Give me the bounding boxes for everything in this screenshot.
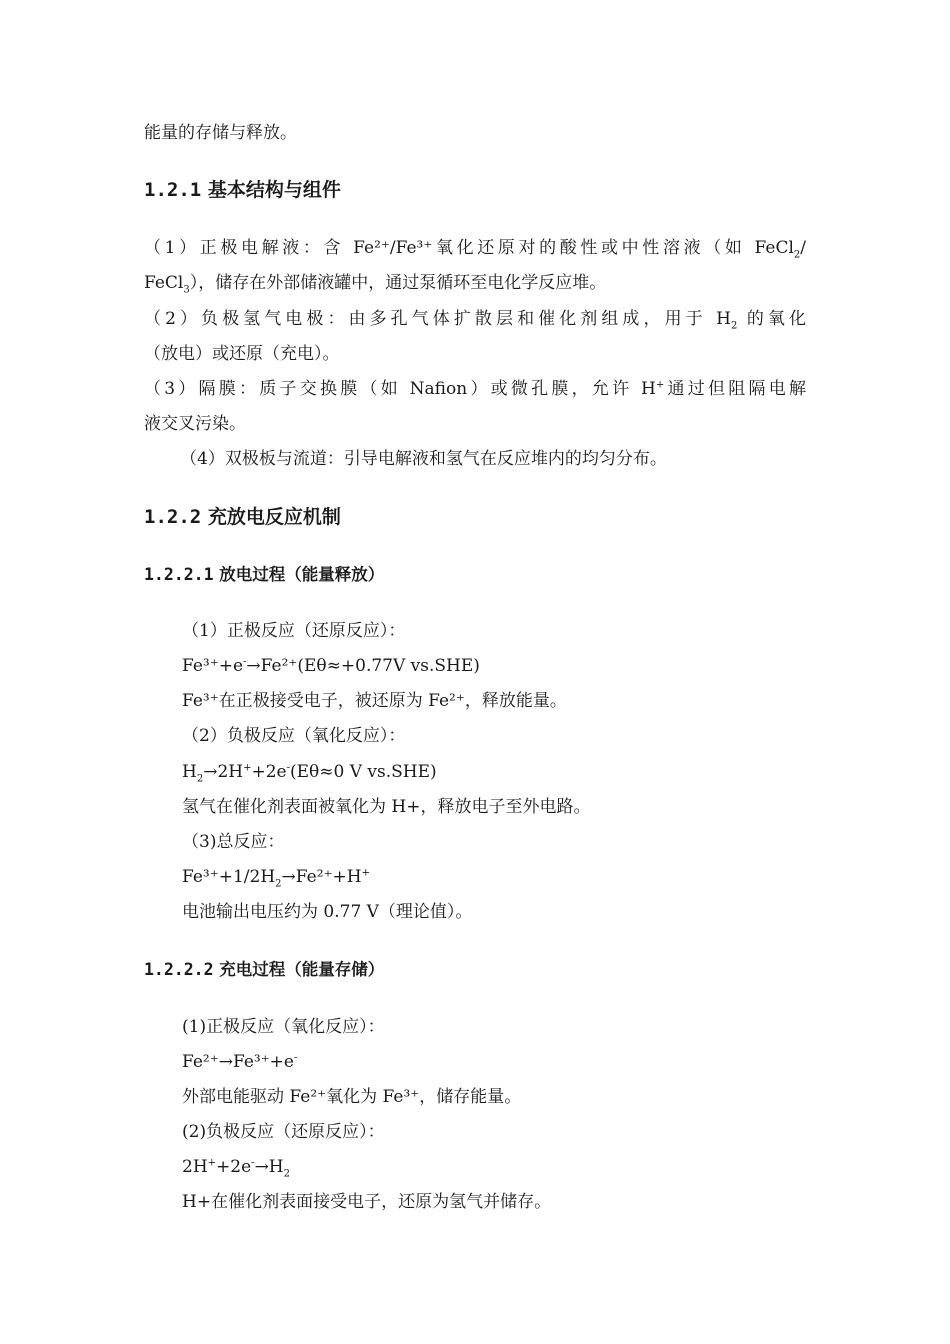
section-title: 基本结构与组件 [207,179,341,201]
charge-p1: (1)正极反应（氧化反应）： [182,1017,385,1037]
discharge-eq2: $H_2\to 2H^++2e^-(E\theta\approx 0$ V vs.SHE) [182,762,437,785]
charge-p2: (2)负极反应（还原反应）： [182,1122,385,1142]
discharge-t2: 氢气在催化剂表面被氧化为 H+，释放电子至外电路。 [182,797,591,817]
item1-line2: FeCl$_3$），储存在外部储液罐中，通过泵循环至电化学反应堆。 [144,273,607,296]
discharge-eq1: Fe³⁺+e-→Fe²⁺(Eθ≈+0.77V vs.SHE) [182,656,480,676]
heading-1-2-2 [144,505,341,529]
discharge-t1: Fe³⁺在正极接受电子，被还原为 Fe²⁺，释放能量。 [182,691,567,711]
heading-1-2-2-2 [144,958,384,982]
discharge-eq3: $Fe^{3+}+1/2H_2\to Fe^{2+}+H^+$ [182,867,370,890]
charge-t1: 外部电能驱动 Fe²⁺氧化为 Fe³⁺，储存能量。 [182,1087,522,1107]
intro-text: 能量的存储与释放。 [144,123,297,143]
discharge-p3: （3)总反应： [182,832,285,852]
section-title: 充放电反应机制 [207,506,341,528]
section-number: 1.2.2.2 [144,960,214,979]
section-number: 1.2.2 [144,506,202,528]
item3-line1: （3）隔膜：质子交换膜（如 Nafion）或微孔膜，允许 H+通过但阻隔电解 [144,379,807,399]
section-title: 充电过程（能量存储） [219,960,385,979]
section-title: 放电过程（能量释放） [219,565,385,584]
item3-line2: 液交叉污染。 [144,414,246,434]
charge-t2: H+在催化剂表面接受电子，还原为氢气并储存。 [182,1192,552,1212]
charge-eq1: Fe²⁺→Fe³⁺+e- [182,1052,298,1072]
discharge-p2: （2）负极反应（氧化反应）： [182,726,406,746]
item1-line1: （1）正极电解液：含 Fe²⁺/Fe³⁺氧化还原对的酸性或中性溶液（如 FeCl$_2$/ [144,238,806,261]
item2-line2: （放电）或还原（充电）。 [144,344,340,364]
discharge-p1: （1）正极反应（还原反应）： [182,621,406,641]
charge-eq2: $2H^++2e^-\to H_2$ [182,1157,291,1180]
item2-line1: （2）负极氢气电极：由多孔气体扩散层和催化剂组成，用于 $H_2$ 的氧化 [144,309,807,332]
section-number: 1.2.1 [144,179,202,201]
item4: （4）双极板与流道：引导电解液和氢气在反应堆内的均匀分布。 [180,449,667,469]
heading-1-2-1 [144,178,341,202]
section-number: 1.2.2.1 [144,565,214,584]
discharge-t3: 电池输出电压约为 0.77 V（理论值）。 [182,902,473,922]
heading-1-2-2-1 [144,563,384,587]
